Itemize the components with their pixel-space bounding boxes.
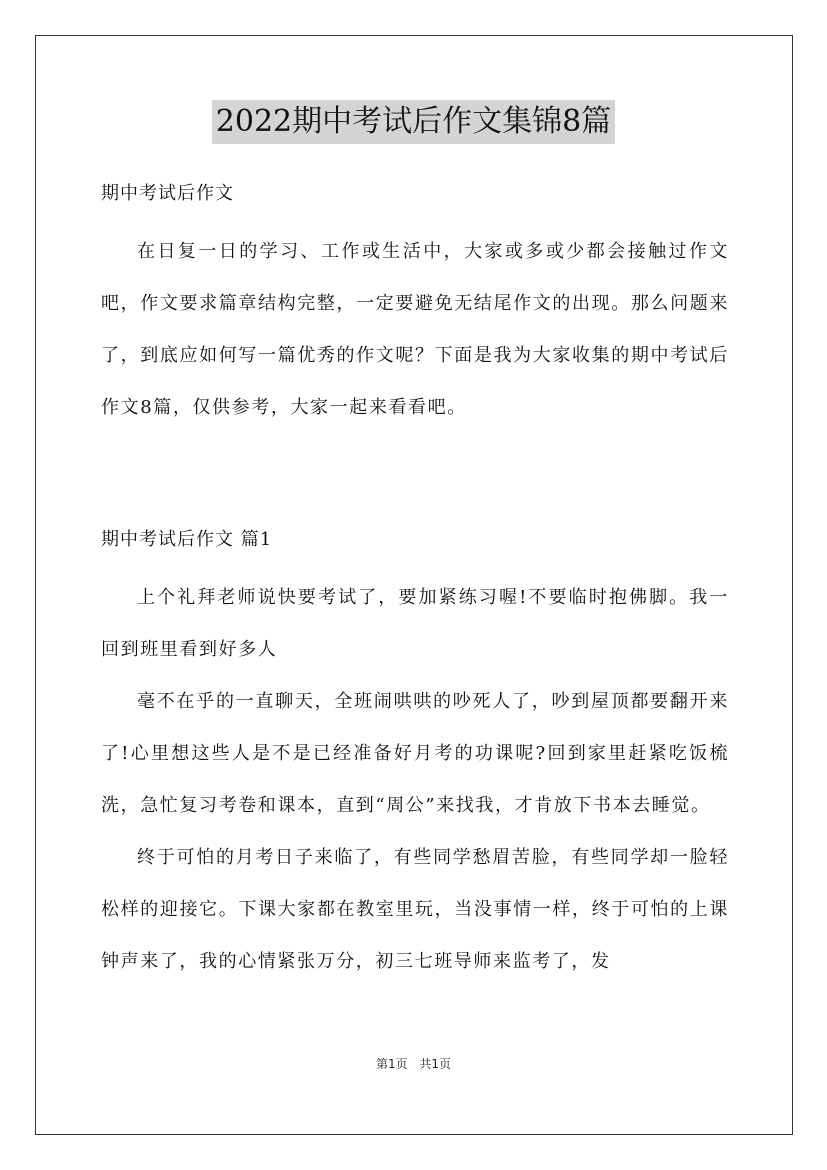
intro-paragraph: 在日复一日的学习、工作或生活中，大家或多或少都会接触过作文吧，作文要求篇章结构完整，一定要避免无结尾作文的出现。那么问题来了，到底应如何写一篇优秀的作文呢？下面是我为大家收集的期中考试后作文8篇，仅供参考，大家一起来看看吧。 bbox=[101, 241, 729, 418]
spacer bbox=[101, 218, 729, 226]
page-number-total: 共1页 bbox=[419, 1057, 452, 1071]
section-paragraph-3: 终于可怕的月考日子来临了，有些同学愁眉苦脸，有些同学却一脸轻松样的迎接它。下课大家都在教室里玩，当没事情一样，终于可怕的上课钟声来了，我的心情紧张万分，初三七班导师来监考了，发 bbox=[101, 847, 729, 972]
section-heading: 期中考试后作文 篇1 bbox=[101, 529, 273, 550]
document-body bbox=[101, 170, 729, 988]
spacer bbox=[101, 434, 729, 516]
intro-heading: 期中考试后作文 bbox=[101, 183, 234, 204]
document-title: 2022期中考试后作文集锦8篇 bbox=[212, 100, 615, 144]
title-container bbox=[0, 100, 827, 144]
page-footer bbox=[0, 1055, 827, 1072]
section-paragraph-1: 上个礼拜老师说快要考试了，要加紧练习喔!不要临时抱佛脚。我一回到班里看到好多人 bbox=[101, 587, 729, 660]
spacer bbox=[101, 564, 729, 572]
section-paragraph-2: 毫不在乎的一直聊天，全班闹哄哄的吵死人了，吵到屋顶都要翻开来了!心里想这些人是不是已经准备好月考的功课呢?回到家里赶紧吃饭梳洗，急忙复习考卷和课本，直到“周公”来找我，才肯放下书本去睡觉。 bbox=[101, 691, 729, 816]
page-number-current: 第1页 bbox=[375, 1057, 408, 1071]
